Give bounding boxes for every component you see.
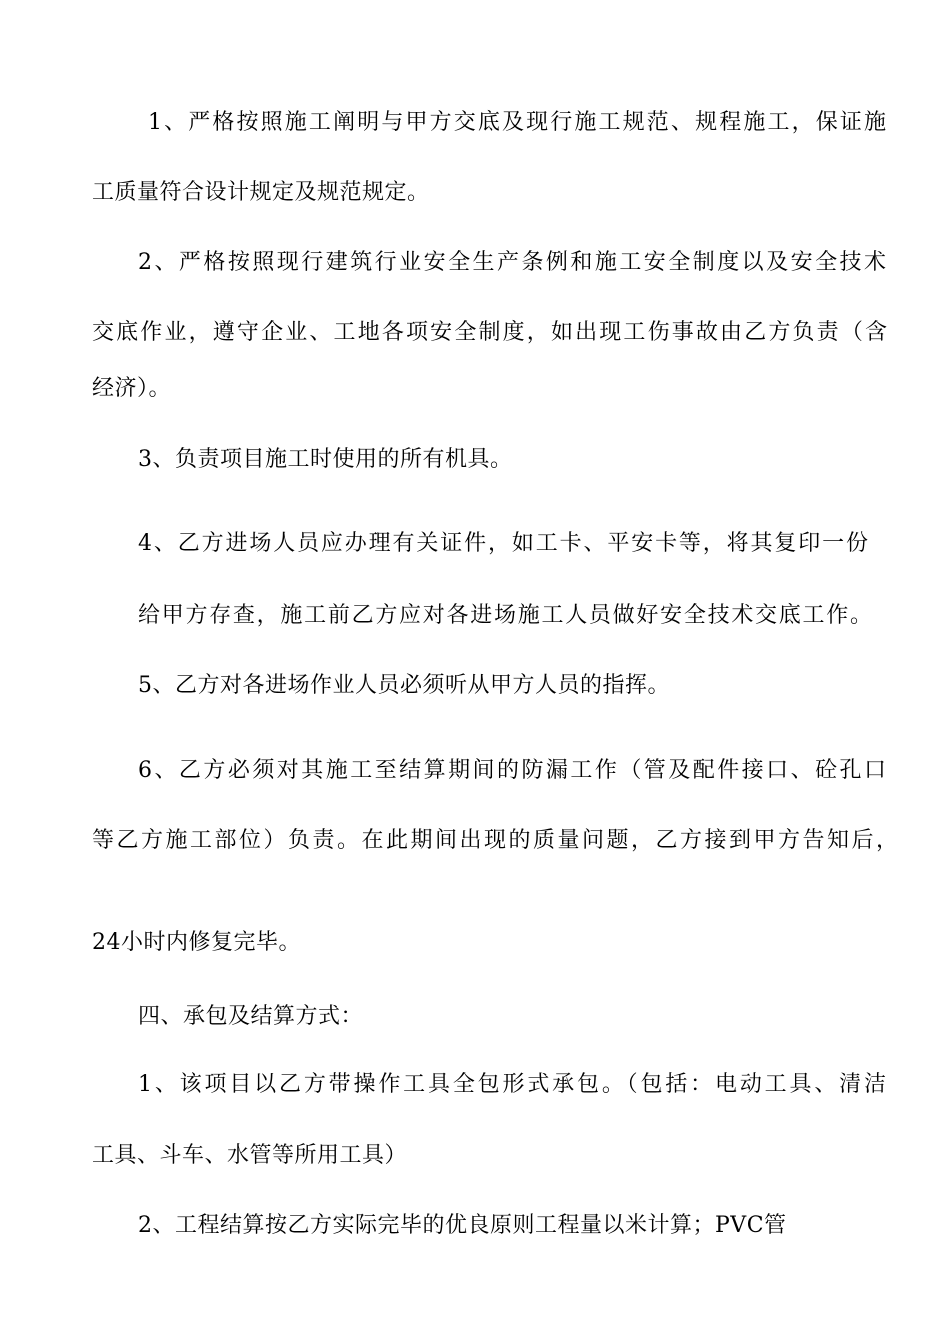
section-4-clause-1-line-1: 1、该项目以乙方带操作工具全包形式承包。（包括：电动工具、清洁 <box>138 1072 886 1097</box>
clause-5-line-1: 5、乙方对各进场作业人员必须听从甲方人员的指挥。 <box>138 673 670 698</box>
clause-2-line-3: 经济）。 <box>92 376 172 401</box>
clause-6-line-3: 24小时内修复完毕。 <box>92 930 301 955</box>
clause-6-line-1: 6、乙方必须对其施工至结算期间的防漏工作（管及配件接口、砼孔口 <box>138 758 886 783</box>
clause-4-line-2: 给甲方存查，施工前乙方应对各进场施工人员做好安全技术交底工作。 <box>138 603 872 628</box>
clause-4-line-1: 4、乙方进场人员应办理有关证件，如工卡、平安卡等，将其复印一份 <box>138 531 868 556</box>
clause-2-line-1: 2、严格按照现行建筑行业安全生产条例和施工安全制度以及安全技术 <box>138 250 886 275</box>
clause-1-line-2: 工质量符合设计规定及规范规定。 <box>92 180 430 205</box>
clause-2-line-2: 交底作业，遵守企业、工地各项安全制度，如出现工伤事故由乙方负责（含 <box>92 320 887 345</box>
section-4-clause-2-line-1: 2、工程结算按乙方实际完毕的优良原则工程量以米计算；PVC管 <box>138 1213 787 1238</box>
section-4-heading: 四、承包及结算方式： <box>138 1004 364 1029</box>
clause-1-line-1: 1、严格按照施工阐明与甲方交底及现行施工规范、规程施工，保证施 <box>148 110 886 135</box>
clause-3-line-1: 3、负责项目施工时使用的所有机具。 <box>138 447 513 472</box>
clause-6-line-2: 等乙方施工部位）负责。在此期间出现的质量问题，乙方接到甲方告知后， <box>92 828 898 853</box>
section-4-clause-1-line-2: 工具、斗车、水管等所用工具） <box>92 1143 408 1168</box>
